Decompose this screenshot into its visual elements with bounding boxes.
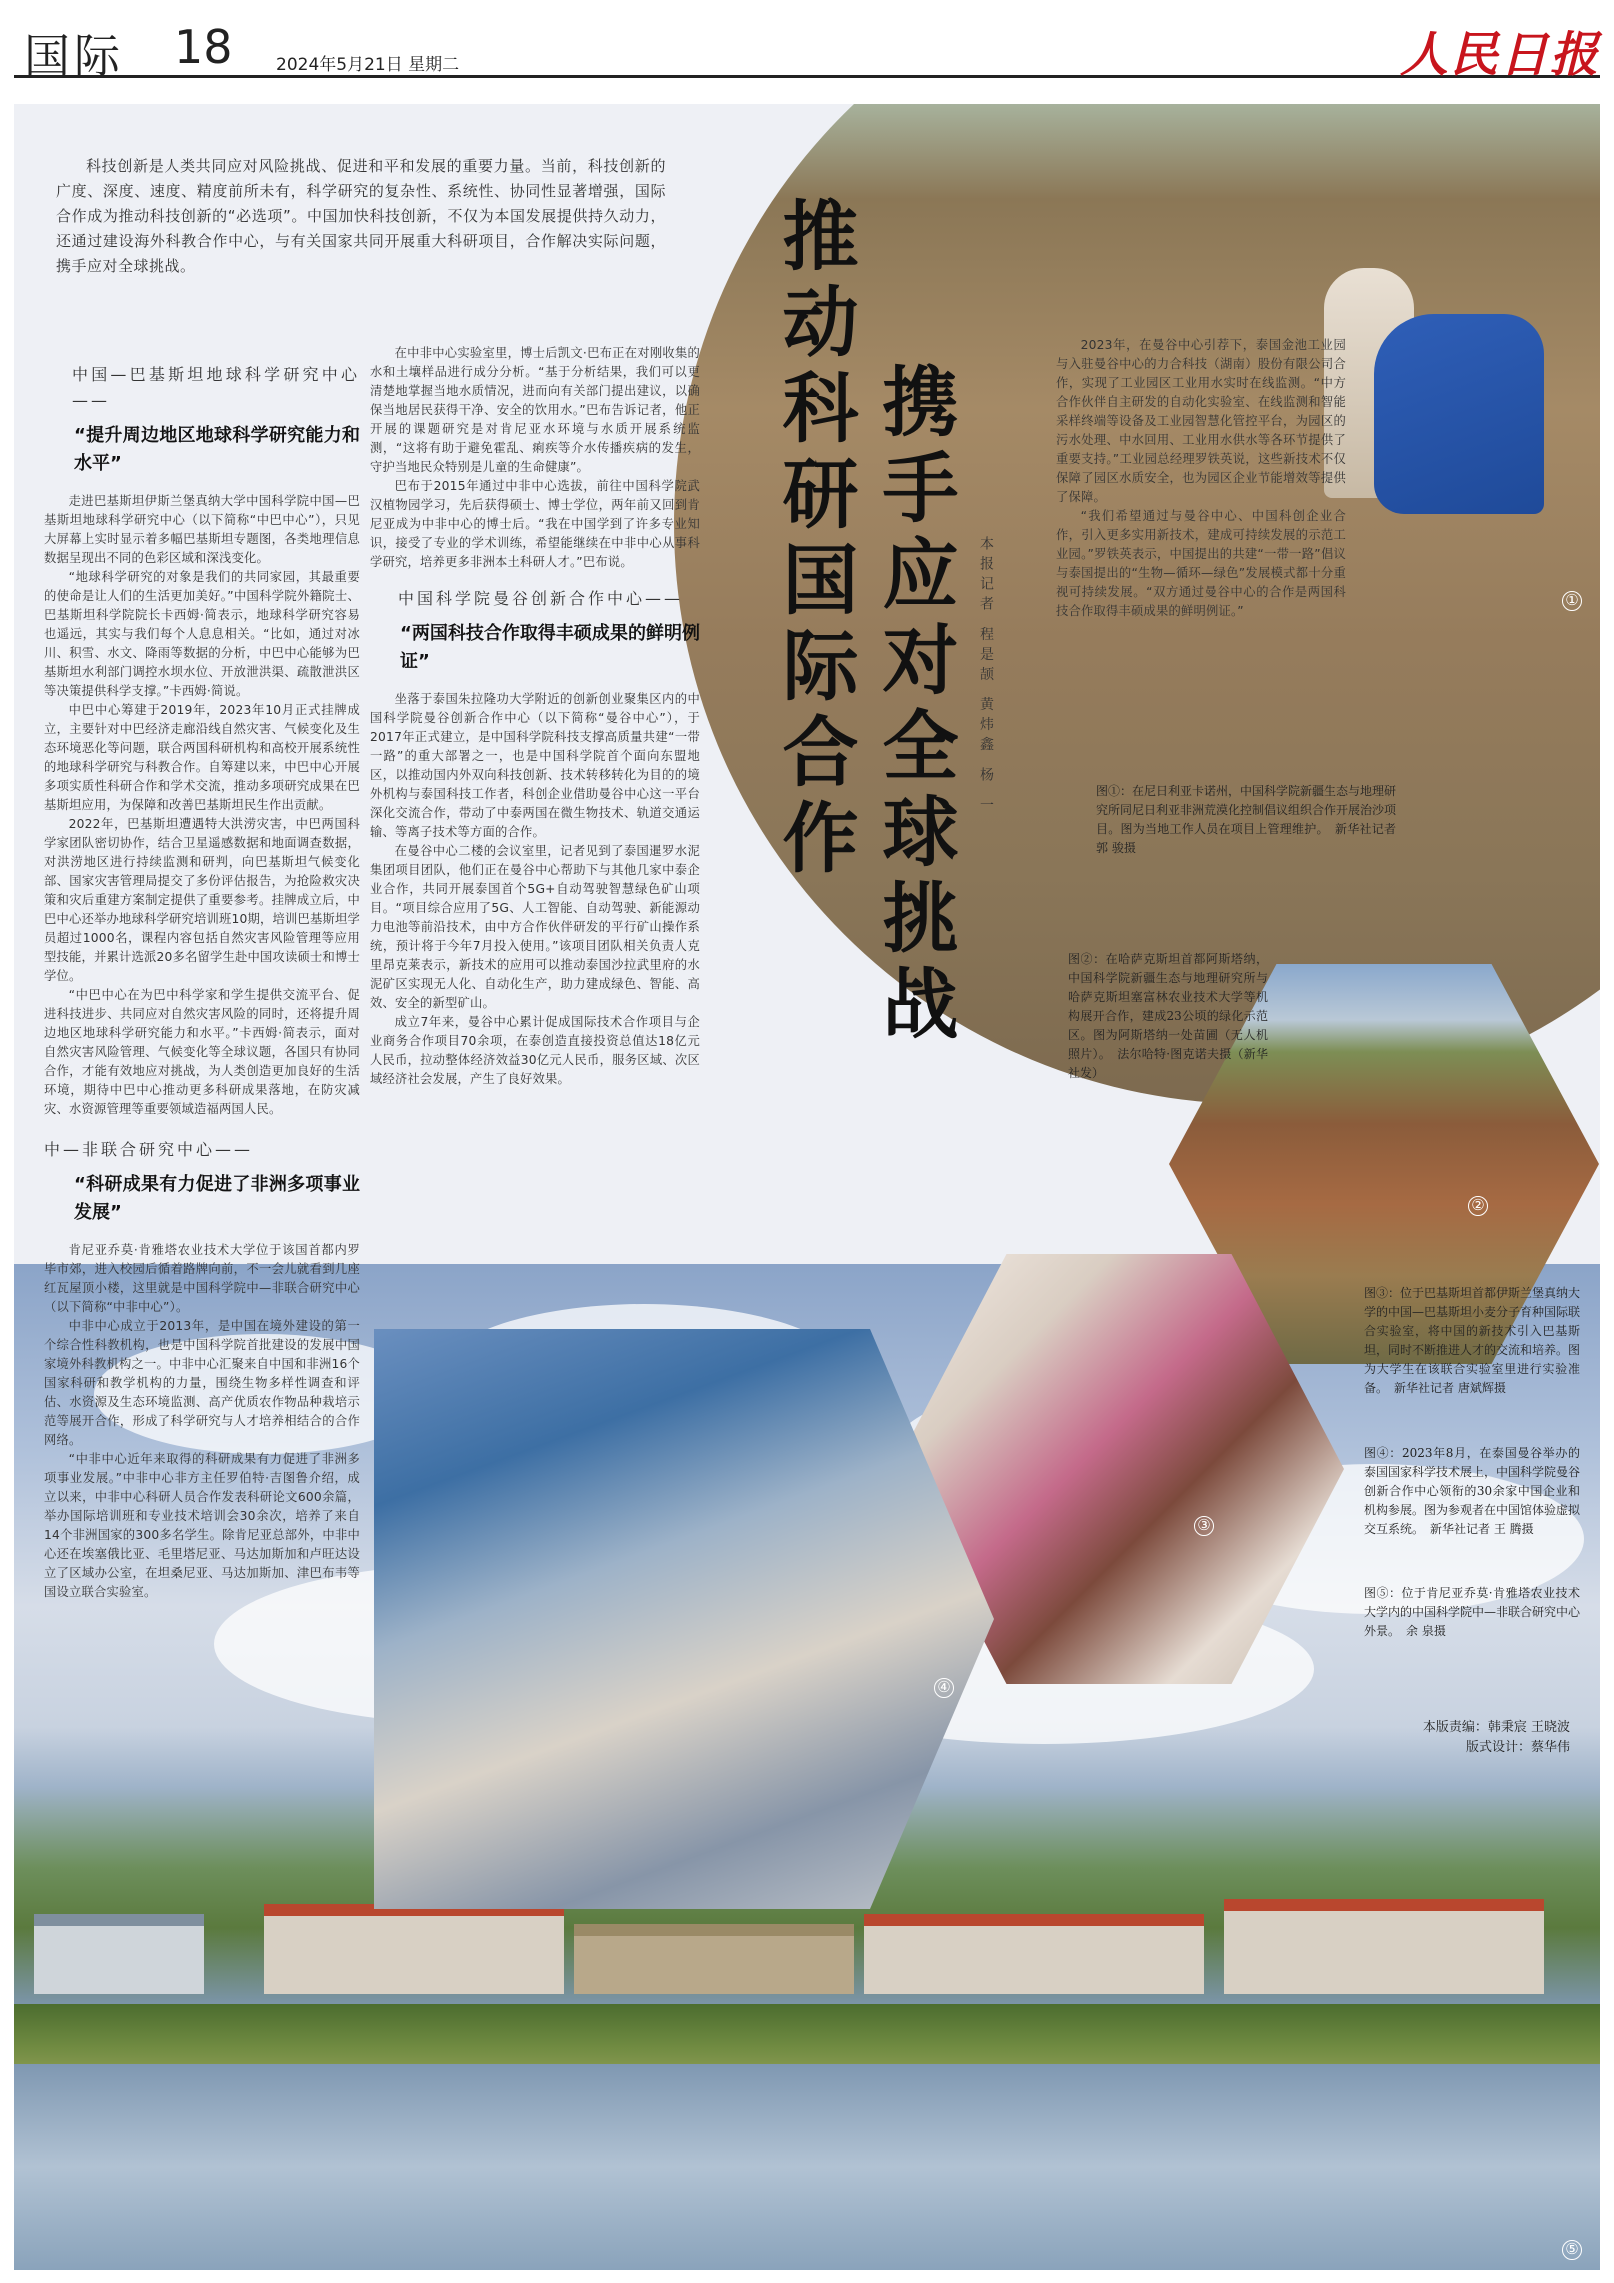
photo-number-1: ① — [1562, 591, 1582, 611]
paragraph: 走进巴基斯坦伊斯兰堡真纳大学中国科学院中国—巴基斯坦地球科学研究中心（以下简称“中巴中心”），只见大屏幕上实时显示着多幅巴基斯坦专题图，各类地理信息数据呈现出不同的色彩区域和深浅变化。 — [44, 494, 360, 565]
paragraph: “地球科学研究的对象是我们的共同家园，其最重要的使命是让人们的生活更加美好。”中国科学院外籍院士、巴基斯坦科学院院长卡西姆·简表示，地球科学研究容易也遥远，其实与我们每个人息息相关。“比如，通过对冰川、积雪、水文、降雨等数据的分析，中巴中心能够为巴基斯坦水利部门调控水坝水位、开放泄洪渠、疏散泄洪区等决策提供科学支撑。”卡西姆·简说。 — [44, 570, 360, 698]
paragraph: 坐落于泰国朱拉隆功大学附近的创新创业聚集区内的中国科学院曼谷创新合作中心（以下简称“曼谷中心”），于2017年正式建立，是中国科学院科技支撑高质量共建“一带一路”的重大部署之一，也是中国科学院首个面向东盟地区，以推动国内外双向科技创新、技术转移转化为目的的境外机构与泰国科技工作者，科创企业借助曼谷中心这一平台深化交流合作，带动了中泰两国在微生物技术、轨道交通运输、等离子技术等方面的合作。 — [370, 692, 700, 839]
paragraph: 2022年，巴基斯坦遭遇特大洪涝灾害，中巴两国科学家团队密切协作，结合卫星遥感数据和地面调查数据，对洪涝地区进行持续监测和研判，向巴基斯坦气候变化部、国家灾害管理局提交了多份评估报告，为抢险救灾决策和灾后重建方案制定提供了重要参考。挂牌成立后，中巴中心还举办地球科学研究培训班10期，培训巴基斯坦学员超过1000名，课程内容包括自然灾害风险管理等应用型技能，并累计选派20多名留学生赴中国攻读硕士和博士学位。 — [44, 817, 360, 983]
section-1-subhead: “提升周边地区地球科学研究能力和水平” — [74, 425, 360, 474]
page-number: 18 — [174, 20, 233, 74]
caption-2: 图②：在哈萨克斯坦首都阿斯塔纳，中国科学院新疆生态与地理研究所与哈萨克斯坦塞富林农业技术大学等机构展开合作，建成23公顷的绿化示范区。图为阿斯塔纳一处苗圃（无人机照片）。 法尔哈特·图克诺夫摄（新华社发） — [1068, 952, 1268, 1080]
caption-4: 图④：2023年8月，在泰国曼谷举办的泰国国家科学技术展上，中国科学院曼谷创新合作中心领衔的30余家中国企业和机构参展。图为参观者在中国馆体验虚拟交互系统。 新华社记者 王 腾摄 — [1364, 1446, 1581, 1536]
worker-figure-blue — [1374, 314, 1544, 514]
intro-block — [56, 154, 666, 279]
column-1 — [44, 362, 360, 1602]
headline-line-1: 推动科研国际合作 — [770, 196, 859, 884]
newspaper-logo: 人民日报 — [1399, 27, 1600, 83]
caption-3: 图③：位于巴基斯坦首都伊斯兰堡真纳大学的中国—巴基斯坦小麦分子育种国际联合实验室，将中国的新技术引入巴基斯坦，同时不断推进人才的交流和培养。图为大学生在该联合实验室里进行实验准备。 新华社记者 唐斌辉摄 — [1364, 1286, 1581, 1395]
page-credits — [1380, 1718, 1570, 1758]
photo-number-4: ④ — [934, 1678, 954, 1698]
section-name: 国际 — [24, 29, 124, 83]
campus-buildings — [14, 1894, 1600, 2004]
paragraph: “中巴中心在为巴中科学家和学生提供交流平台、促进科技进步、共同应对自然灾害风险的同时，还将提升周边地区地球科学研究能力和水平。”卡西姆·简表示，面对自然灾害风险管理、气候变化等全球议题，各国只有协同合作，才能有效地应对挑战，为人类创造更加良好的生活环境，期待中巴中心推动更多科研成果落地，在防灾减灾、水资源管理等重要领域造福两国人民。 — [44, 988, 360, 1116]
paragraph: 2023年，在曼谷中心引荐下，泰国金池工业园与入驻曼谷中心的力合科技（湖南）股份有限公司合作，实现了工业园区工业用水实时在线监测。“中方合作伙伴自主研发的自动化实验室、在线监测和智能采样终端等设备及工业园智慧化管控平台，为园区的污水处理、中水回用、工业用水供水等各环节提供了重要支持。”工业园总经理罗铁英说，这些新技术不仅保障了园区水质安全，也为园区企业节能增效等提供了保障。 — [1056, 338, 1346, 504]
designer-credit: 版式设计：蔡华伟 — [1465, 1740, 1570, 1755]
paragraph: 中巴中心筹建于2019年，2023年10月正式挂牌成立，主要针对中巴经济走廊沿线自然灾害、气候变化及生态环境恶化等问题，联合两国科研机构和高校开展系统性的地球科学研究与科教合作。自筹建以来，中巴中心开展多项实质性科研合作和学术交流，推动多项研究成果在巴基斯坦应用，为保障和改善巴基斯坦民生作出贡献。 — [44, 703, 360, 812]
section-3-subhead: “两国科技合作取得丰硕成果的鲜明例证” — [400, 623, 700, 672]
paragraph: “我们希望通过与曼谷中心、中国科创企业合作，引入更多实用新技术，建成可持续发展的示范工业园。”罗铁英表示，中国提出的共建“一带一路”倡议与泰国提出的“生物—循环—绿色”发展模式都十分重视可持续发展。“双方通过曼谷中心的合作是两国科技合作取得丰硕成果的鲜明例证。” — [1056, 509, 1346, 618]
masthead — [14, 14, 1600, 83]
paragraph: 中非中心成立于2013年，是中国在境外建设的第一个综合性科教机构，也是中国科学院首批建设的发展中国家境外科教机构之一。中非中心汇聚来自中国和非洲16个国家科研和教学机构的力量，围绕生物多样性调查和评估、水资源及生态环境监测、高产优质农作物品种栽培示范等展开合作，形成了科学研究与人才培养相结合的合作网络。 — [44, 1319, 360, 1447]
photo-number-2: ② — [1468, 1196, 1488, 1216]
column-2 — [370, 344, 700, 1089]
caption-5: 图⑤：位于肯尼亚乔莫·肯雅塔农业技术大学内的中国科学院中—非联合研究中心外景。 余 泉摄 — [1364, 1586, 1581, 1638]
photo-4-vr-exhibition — [374, 1329, 994, 1909]
paragraph: 在中非中心实验室里，博士后凯文·巴布正在对刚收集的水和土壤样品进行成分分析。“基于分析结果，我们可以更清楚地掌握当地水质情况，进而向有关部门提出建议，以确保当地居民获得干净、安全的饮用水。”巴布告诉记者，他正开展的课题研究是对肯尼亚水环境与水质开展系统监测，“这将有助于避免霍乱、痢疾等介水传播疾病的发生，守护当地民众特别是儿童的生命健康”。 — [370, 346, 700, 474]
column-3 — [1056, 336, 1346, 621]
photo-number-5: ⑤ — [1562, 2240, 1582, 2260]
publication-date: 2024年5月21日 星期二 — [276, 55, 460, 75]
editor-credit: 本版责编：韩秉宸 王晓波 — [1422, 1720, 1570, 1735]
photo-number-3: ③ — [1194, 1516, 1214, 1536]
section-2-kicker: 中—非联合研究中心—— — [44, 1140, 254, 1159]
byline: 本报记者 程是颉 黄炜鑫 杨 一 — [978, 536, 994, 818]
section-3-kicker: 中国科学院曼谷创新合作中心—— — [398, 589, 684, 608]
intro-paragraph: 科技创新是人类共同应对风险挑战、促进和平和发展的重要力量。当前，科技创新的广度、深度、速度、精度前所未有，科学研究的复杂性、系统性、协同性显著增强，国际合作成为推动科技创新的“必选项”。中国加快科技创新，不仅为本国发展提供持久动力，还通过建设海外科教合作中心，与有关国家共同开展重大科研项目，合作解决实际问题，携手应对全球挑战。 — [56, 157, 666, 275]
paragraph: 成立7年来，曼谷中心累计促成国际技术合作项目与企业商务合作项目70余项，在泰创造直接投资总值达18亿元人民币，拉动整体经济效益30亿元人民币，服务区域、次区域经济社会发展，产生了良好效果。 — [370, 1015, 700, 1086]
lake — [14, 2064, 1600, 2270]
caption-1: 图①：在尼日利亚卡诺州，中国科学院新疆生态与地理研究所同尼日利亚非洲荒漠化控制倡议组织合作开展治沙项目。图为当地工作人员在项目上管理维护。 新华社记者 郭 骏摄 — [1096, 784, 1397, 855]
page-panel — [14, 104, 1600, 2270]
paragraph: 在曼谷中心二楼的会议室里，记者见到了泰国暹罗水泥集团项目团队，他们正在曼谷中心帮助下与其他几家中泰企业合作，共同开展泰国首个5G+自动驾驶智慧绿色矿山项目。“项目综合应用了5G、人工智能、自动驾驶、新能源动力电池等前沿技术，由中方合作伙伴研发的平行矿山操作系统，预计将于今年7月投入使用。”该项目团队相关负责人克里昂克莱表示，新技术的应用可以推动泰国沙拉武里府的水泥矿区实现无人化、自动化生产，助力建成绿色、智能、高效、安全的新型矿山。 — [370, 844, 700, 1010]
section-1-kicker: 中国—巴基斯坦地球科学研究中心—— — [72, 365, 360, 410]
paragraph: “中非中心近年来取得的科研成果有力促进了非洲多项事业发展。”中非中心非方主任罗伯特·吉图鲁介绍，成立以来，中非中心科研人员合作发表科研论文600余篇，举办国际培训班和专业技术培训会30余次，培养了来自14个非洲国家的300多名学生。除肯尼亚总部外，中非中心还在埃塞俄比亚、毛里塔尼亚、马达加斯加和卢旺达设立了区域办公室，在坦桑尼亚、马达加斯加、津巴布韦等国设立联合实验室。 — [44, 1452, 360, 1599]
paragraph: 肯尼亚乔莫·肯雅塔农业技术大学位于该国首都内罗毕市郊，进入校园后循着路牌向前，不一会儿就看到几座红瓦屋顶小楼，这里就是中国科学院中—非联合研究中心（以下简称“中非中心”）。 — [44, 1243, 360, 1314]
section-2-subhead: “科研成果有力促进了非洲多项事业发展” — [74, 1174, 360, 1223]
paragraph: 巴布于2015年通过中非中心选拔，前往中国科学院武汉植物园学习，先后获得硕士、博士学位，两年前又回到肯尼亚成为中非中心的博士后。“我在中国学到了许多专业知识，接受了专业的学术训练，希望能继续在中非中心从事科学研究，培养更多非洲本土科研人才。”巴布说。 — [370, 479, 700, 569]
headline-line-2: 携手应对全球挑战 — [870, 362, 959, 1050]
